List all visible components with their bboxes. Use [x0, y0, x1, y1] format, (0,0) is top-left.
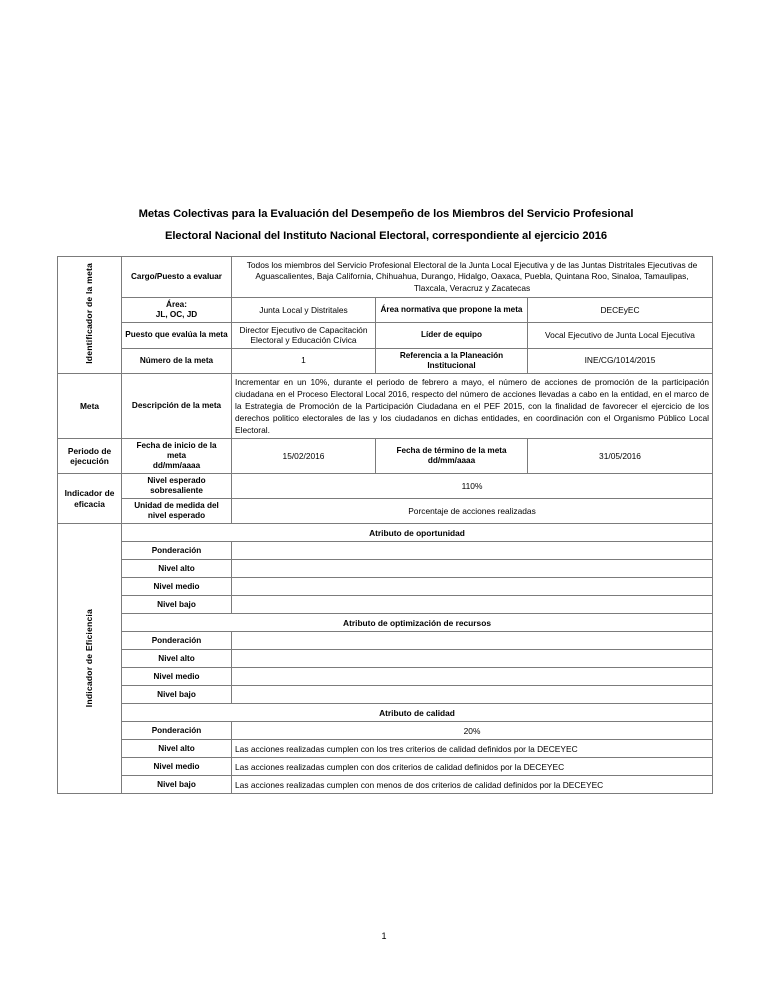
label-oportunidad-nivel-medio: Nivel medio [122, 578, 232, 596]
table-row-calidad-nivel-alto [58, 740, 713, 758]
section-label-eficacia [58, 474, 122, 524]
page-title-line-2: Electoral Nacional del Instituto Nacional Electoral, correspondiente al ejercicio 2016 [164, 230, 608, 242]
value-oportunidad-nivel-alto [232, 560, 713, 578]
table-row-area [58, 298, 713, 323]
value-oportunidad-nivel-bajo [232, 596, 713, 614]
label-nivel-esperado-line-2: sobresaliente [150, 486, 203, 496]
value-calidad-ponderacion: 20% [232, 722, 713, 740]
value-calidad-nivel-bajo: Las acciones realizadas cumplen con menos de dos criterios de calidad definidos por la DECEYEC [232, 776, 713, 794]
value-unidad-medida: Porcentaje de acciones realizadas [232, 499, 713, 524]
table-row-calidad-nivel-bajo [58, 776, 713, 794]
table-row-unidad-medida [58, 499, 713, 524]
value-optimizacion-nivel-medio [232, 668, 713, 686]
label-cargo-puesto: Cargo/Puesto a evaluar [122, 257, 232, 298]
label-optimizacion-nivel-bajo: Nivel bajo [122, 686, 232, 704]
label-unidad-medida-line-1: Unidad de medida del [134, 501, 219, 511]
value-numero-meta: 1 [232, 348, 376, 373]
label-fecha-inicio-line-3: dd/mm/aaaa [152, 461, 201, 471]
label-unidad-medida [122, 499, 232, 524]
table-row-cargo [58, 257, 713, 298]
value-optimizacion-ponderacion [232, 632, 713, 650]
value-cargo-puesto: Todos los miembros del Servicio Profesional Electoral de la Junta Local Ejecutiva y de las Juntas Distritales Ejecutivas de Aguascalientes, Baja California, Chihuahua, Durango, Hidalgo, Oaxaca, Puebla, Quintana Roo, Sinaloa, Tamaulipas, Tlaxcala, Veracruz y Zacatecas [232, 257, 713, 298]
label-fecha-inicio-line-2: meta [166, 451, 187, 461]
table-row-calidad-nivel-medio [58, 758, 713, 776]
table-row-oportunidad-nivel-bajo [58, 596, 713, 614]
label-calidad-nivel-medio: Nivel medio [122, 758, 232, 776]
table-row-optimizacion-nivel-medio [58, 668, 713, 686]
section-label-eficiencia [58, 524, 122, 794]
value-oportunidad-ponderacion [232, 542, 713, 560]
label-numero-meta: Número de la meta [122, 348, 232, 373]
label-fecha-termino-line-2: dd/mm/aaaa [427, 456, 476, 466]
table-row-numero [58, 348, 713, 373]
section-label-periodo-line-1: Periodo de [67, 445, 112, 456]
label-area-line-2: JL, OC, JD [155, 310, 198, 320]
table-row-oportunidad-nivel-medio [58, 578, 713, 596]
table-row-nivel-esperado [58, 474, 713, 499]
value-nivel-esperado: 110% [232, 474, 713, 499]
label-oportunidad-ponderacion: Ponderación [122, 542, 232, 560]
table-row-oportunidad-ponderacion [58, 542, 713, 560]
table-row-puesto [58, 323, 713, 349]
page-title-line-1: Metas Colectivas para la Evaluación del Desempeño de los Miembros del Servicio Profesional [138, 208, 634, 220]
section-label-eficacia-line-1: Indicador de [64, 488, 115, 499]
label-fecha-termino-line-1: Fecha de término de la meta [396, 446, 507, 456]
section-label-eficacia-line-2: eficacia [74, 498, 105, 509]
value-lider-equipo: Vocal Ejecutivo de Junta Local Ejecutiva [528, 323, 713, 349]
value-calidad-nivel-alto: Las acciones realizadas cumplen con los tres criterios de calidad definidos por la DECEYEC [232, 740, 713, 758]
value-optimizacion-nivel-bajo [232, 686, 713, 704]
table-row-atributo-calidad-heading [58, 704, 713, 722]
table-row-optimizacion-ponderacion [58, 632, 713, 650]
label-fecha-inicio [122, 439, 232, 474]
label-optimizacion-nivel-alto: Nivel alto [122, 650, 232, 668]
value-puesto-evalua: Director Ejecutivo de Capacitación Electoral y Educación Cívica [232, 323, 376, 349]
value-calidad-nivel-medio: Las acciones realizadas cumplen con dos criterios de calidad definidos por la DECEYEC [232, 758, 713, 776]
section-label-periodo-line-2: ejecución [70, 456, 109, 467]
label-oportunidad-nivel-alto: Nivel alto [122, 560, 232, 578]
label-optimizacion-nivel-medio: Nivel medio [122, 668, 232, 686]
label-referencia-planeacion: Referencia a la Planeación Institucional [376, 348, 528, 373]
page-title [56, 203, 716, 247]
section-label-periodo [58, 439, 122, 474]
table-row-oportunidad-nivel-alto [58, 560, 713, 578]
table-row-atributo-optimizacion-heading [58, 614, 713, 632]
label-calidad-ponderacion: Ponderación [122, 722, 232, 740]
value-fecha-termino: 31/05/2016 [528, 439, 713, 474]
table-row-optimizacion-nivel-bajo [58, 686, 713, 704]
value-descripcion-meta: Incrementar en un 10%, durante el periodo de febrero a mayo, el número de acciones de promoción de la participación ciudadana en el Proceso Electoral Local 2016, respecto del número de acciones llevadas a cabo en la entidad, en el marco de la Estrategia de Promoción de la Participación Ciudadana en el PEF 2015, con la finalidad de favorecer el ejercicio de los derechos politico electorales de las y los ciudadanos en dichas entidades, en coordinación con el Organismo Público Local Electoral. [232, 373, 713, 439]
label-puesto-evalua: Puesto que evalúa la meta [122, 323, 232, 349]
table-row-atributo-oportunidad-heading [58, 524, 713, 542]
label-area [122, 298, 232, 323]
section-label-eficiencia-text: Indicador de Eficiencia [84, 608, 95, 708]
value-area: Junta Local y Distritales [232, 298, 376, 323]
section-label-meta: Meta [58, 373, 122, 439]
label-nivel-esperado-line-1: Nivel esperado [147, 476, 206, 486]
section-label-identificador-text: Identificador de la meta [84, 263, 95, 365]
value-fecha-inicio: 15/02/2016 [232, 439, 376, 474]
label-unidad-medida-line-2: nivel esperado [147, 511, 206, 521]
page-number: 1 [381, 931, 387, 941]
label-optimizacion-ponderacion: Ponderación [122, 632, 232, 650]
label-fecha-termino [376, 439, 528, 474]
label-descripcion-meta: Descripción de la meta [122, 373, 232, 439]
heading-atributo-calidad: Atributo de calidad [122, 704, 713, 722]
section-label-identificador [58, 257, 122, 374]
table-row-calidad-ponderacion [58, 722, 713, 740]
table-row-periodo [58, 439, 713, 474]
value-referencia-planeacion: INE/CG/1014/2015 [528, 348, 713, 373]
value-optimizacion-nivel-alto [232, 650, 713, 668]
label-oportunidad-nivel-bajo: Nivel bajo [122, 596, 232, 614]
label-calidad-nivel-alto: Nivel alto [122, 740, 232, 758]
label-calidad-nivel-bajo: Nivel bajo [122, 776, 232, 794]
label-area-line-1: Área: [166, 300, 187, 310]
label-fecha-inicio-line-1: Fecha de inicio de la [136, 441, 217, 451]
heading-atributo-optimizacion: Atributo de optimización de recursos [122, 614, 713, 632]
label-nivel-esperado [122, 474, 232, 499]
label-area-normativa: Área normativa que propone la meta [376, 298, 528, 323]
heading-atributo-oportunidad: Atributo de oportunidad [122, 524, 713, 542]
table-row-optimizacion-nivel-alto [58, 650, 713, 668]
goal-definition-table [57, 256, 713, 794]
value-oportunidad-nivel-medio [232, 578, 713, 596]
label-lider-equipo: Líder de equipo [376, 323, 528, 349]
table-row-meta-descripcion [58, 373, 713, 439]
value-area-normativa: DECEyEC [528, 298, 713, 323]
